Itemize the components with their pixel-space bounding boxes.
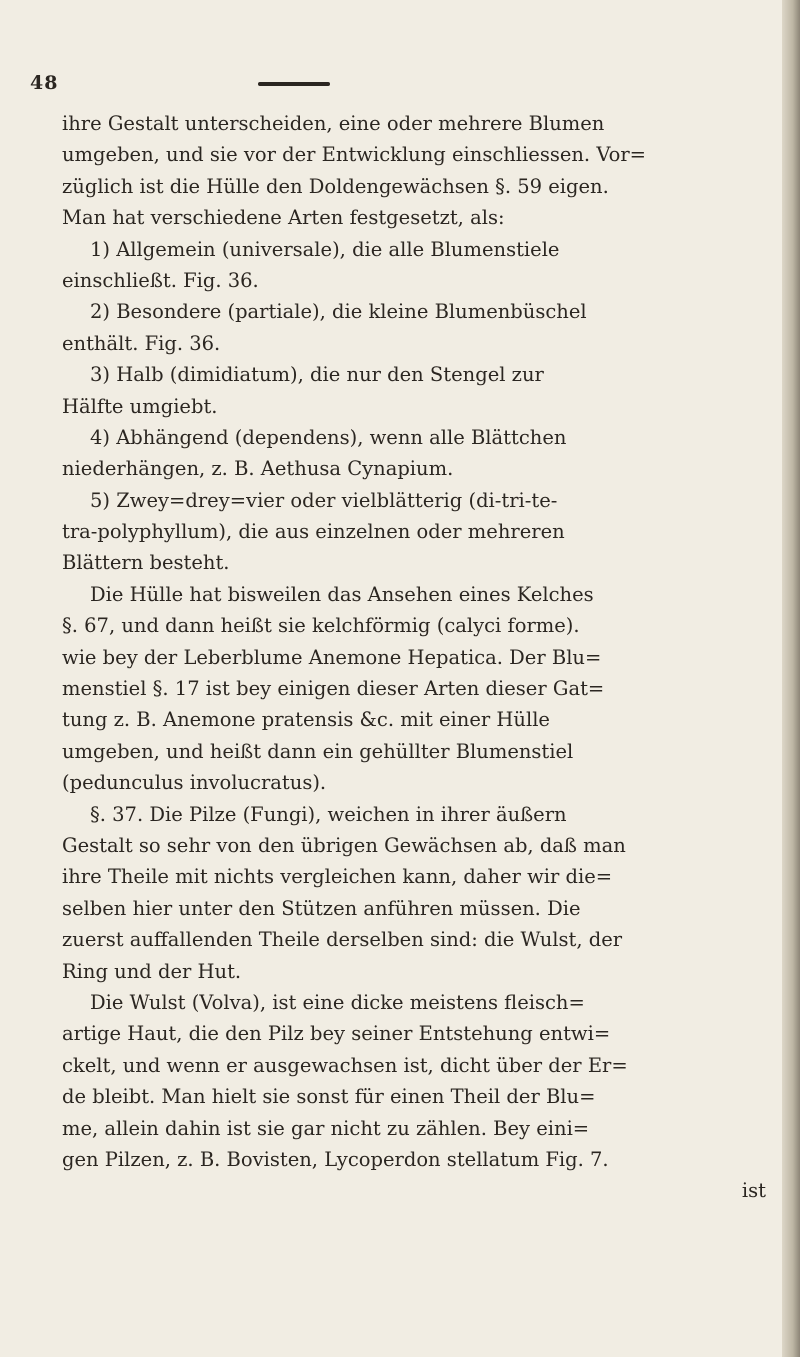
page-edge-shadow [782,0,800,1357]
text-line: einschließt. Fig. 36. [62,268,259,292]
list-item [62,485,774,579]
text-line: ihre Gestalt unterscheiden, eine oder mehrere Blumen [62,112,605,135]
text-line: 4) Abhängend (dependens), wenn alle Blättchen [90,425,567,449]
text-line: Die Hülle hat bisweilen das Ansehen eines Kelches [90,582,594,606]
list-item [62,422,774,485]
list-item [62,234,774,297]
body-text [62,108,774,1207]
text-line: (pedunculus involucratus). [62,771,327,795]
text-line: de bleibt. Man hielt sie sonst für einen Theil der Blu= [62,1085,596,1109]
text-line: umgeben, und sie vor der Entwicklung einschliessen. Vor= [62,143,647,167]
text-line: züglich ist die Hülle den Doldengewächsen §. 59 eigen. [62,174,609,198]
paragraph-wulst [62,987,774,1207]
paragraph-intro [62,108,774,234]
text-line: umgeben, und heißt dann ein gehüllter Blumenstiel [62,739,574,763]
paragraph-huelle [62,579,774,799]
text-line: Ring und der Hut. [62,959,242,983]
catchword: ist [741,1179,766,1203]
text-line: tung z. B. Anemone pratensis &c. mit einer Hülle [62,708,550,732]
list-item [62,359,774,422]
text-line: Die Wulst (Volva), ist eine dicke meistens fleisch= [90,990,585,1014]
text-line: zuerst auffallenden Theile derselben sind: die Wulst, der [62,928,623,952]
text-line: gen Pilzen, z. B. Bovisten, Lycoperdon stellatum Fig. 7. [62,1147,609,1171]
text-line: §. 67, und dann heißt sie kelchförmig (calyci forme). [62,614,580,638]
text-line: niederhängen, z. B. Aethusa Cynapium. [62,457,454,481]
list-item [62,296,774,359]
text-line: Gestalt so sehr von den übrigen Gewächsen ab, daß man [62,833,626,857]
text-line: 5) Zwey=drey=vier oder vielblätterig (di-tri-te- [90,488,558,512]
text-line: Blättern besteht. [62,551,230,575]
text-line: Man hat verschiedene Arten festgesetzt, als: [62,206,505,230]
text-line: selben hier unter den Stützen anführen müssen. Die [62,896,581,920]
text-line: menstiel §. 17 ist bey einigen dieser Arten dieser Gat= [62,677,605,701]
text-line: 2) Besondere (partiale), die kleine Blumenbüschel [90,300,587,324]
text-line: §. 37. Die Pilze (Fungi), weichen in ihrer äußern [90,802,567,826]
text-line: 1) Allgemein (universale), die alle Blumenstiele [90,237,560,261]
text-line: me, allein dahin ist sie gar nicht zu zählen. Bey eini= [62,1116,590,1140]
page-number: 48 [30,72,59,94]
header-rule [258,82,330,86]
text-line: wie bey der Leberblume Anemone Hepatica. Der Blu= [62,645,602,669]
text-line: Hälfte umgiebt. [62,394,218,418]
text-line: ihre Theile mit nichts vergleichen kann, daher wir die= [62,865,613,889]
text-line: tra-polyphyllum), die aus einzelnen oder mehreren [62,520,565,544]
text-line: 3) Halb (dimidiatum), die nur den Stengel zur [90,363,544,387]
text-line: enthält. Fig. 36. [62,331,221,355]
text-line: artige Haut, die den Pilz bey seiner Entstehung entwi= [62,1022,611,1046]
text-line: ckelt, und wenn er ausgewachsen ist, dicht über der Er= [62,1053,628,1077]
paragraph-section-37 [62,799,774,987]
